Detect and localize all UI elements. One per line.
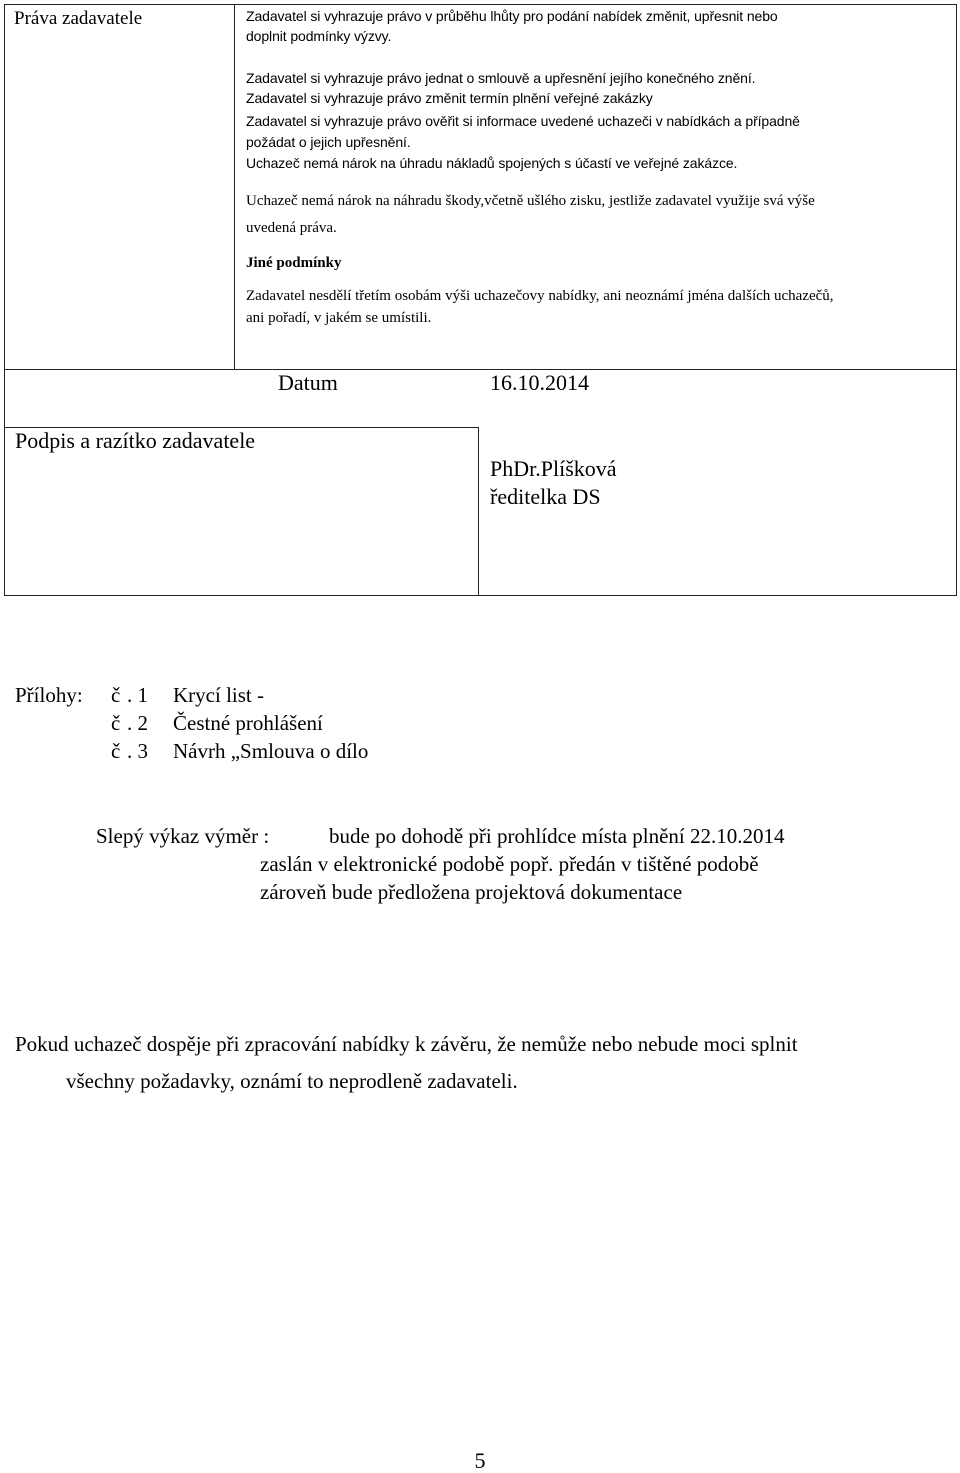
signer-name: PhDr.Plíšková	[490, 456, 617, 481]
attachment-number: . 1	[127, 683, 148, 707]
date-label: Datum	[278, 370, 338, 395]
rights-table	[4, 4, 957, 370]
closing-line: Pokud uchazeč dospěje při zpracování nabídky k závěru, že nemůže nebo nebude moci splnit	[15, 1032, 798, 1056]
rights-label: Práva zadavatele	[14, 8, 143, 29]
other-conditions-heading: Jiné podmínky	[246, 255, 342, 271]
attachment-title: Krycí list -	[173, 683, 264, 707]
attachments-label: Přílohy:	[15, 683, 83, 707]
signature-box	[4, 369, 957, 596]
rights-table-divider	[234, 4, 235, 370]
rights-line: ani pořadí, v jakém se umístili.	[246, 310, 432, 326]
rights-line: Zadavatel si vyhrazuje právo ověřit si informace uvedené uchazeči v nabídkách a případně	[246, 113, 800, 129]
rights-line: Uchazeč nemá nárok na úhradu nákladů spojených s účastí ve veřejné zakázce.	[246, 155, 738, 171]
page-number: 5	[474, 1448, 486, 1473]
attachment-number: . 3	[127, 739, 148, 763]
blind-budget-line: bude po dohodě při prohlídce místa plnění 22.10.2014	[329, 824, 785, 848]
blind-budget-label: Slepý výkaz výměr :	[96, 824, 270, 848]
rights-line: doplnit podmínky výzvy.	[246, 28, 392, 44]
attachment-prefix: č	[111, 683, 121, 707]
date-value: 16.10.2014	[490, 370, 589, 395]
rights-line: Zadavatel si vyhrazuje právo v průběhu lhůty pro podání nabídek změnit, upřesnit nebo	[246, 8, 778, 24]
rights-line: Uchazeč nemá nárok na náhradu škody,včetně ušlého zisku, jestliže zadavatel využije svá výše	[246, 193, 815, 209]
closing-line: všechny požadavky, oznámí to neprodleně zadavateli.	[66, 1069, 518, 1093]
signature-label: Podpis a razítko zadavatele	[15, 428, 256, 453]
attachment-prefix: č	[111, 711, 121, 735]
attachment-title: Návrh „Smlouva o dílo	[173, 739, 369, 763]
rights-line: Zadavatel si vyhrazuje právo jednat o smlouvě a upřesnění jejího konečného znění.	[246, 70, 756, 86]
attachment-prefix: č	[111, 739, 121, 763]
rights-line: Zadavatel nesdělí třetím osobám výši uchazečovy nabídky, ani neoznámí jména dalších uchazečů,	[246, 288, 834, 304]
blind-budget-line: zároveň bude předložena projektová dokumentace	[260, 880, 683, 904]
attachment-title: Čestné prohlášení	[173, 711, 323, 735]
signer-role: ředitelka DS	[490, 484, 601, 509]
rights-line: požádat o jejich upřesnění.	[246, 134, 411, 150]
attachment-number: . 2	[127, 711, 148, 735]
rights-line: Zadavatel si vyhrazuje právo změnit termín plnění veřejné zakázky	[246, 90, 653, 106]
blind-budget-line: zaslán v elektronické podobě popř. předán v tištěné podobě	[260, 852, 759, 876]
signature-box-divider	[478, 427, 479, 596]
rights-line: uvedená práva.	[246, 220, 337, 236]
